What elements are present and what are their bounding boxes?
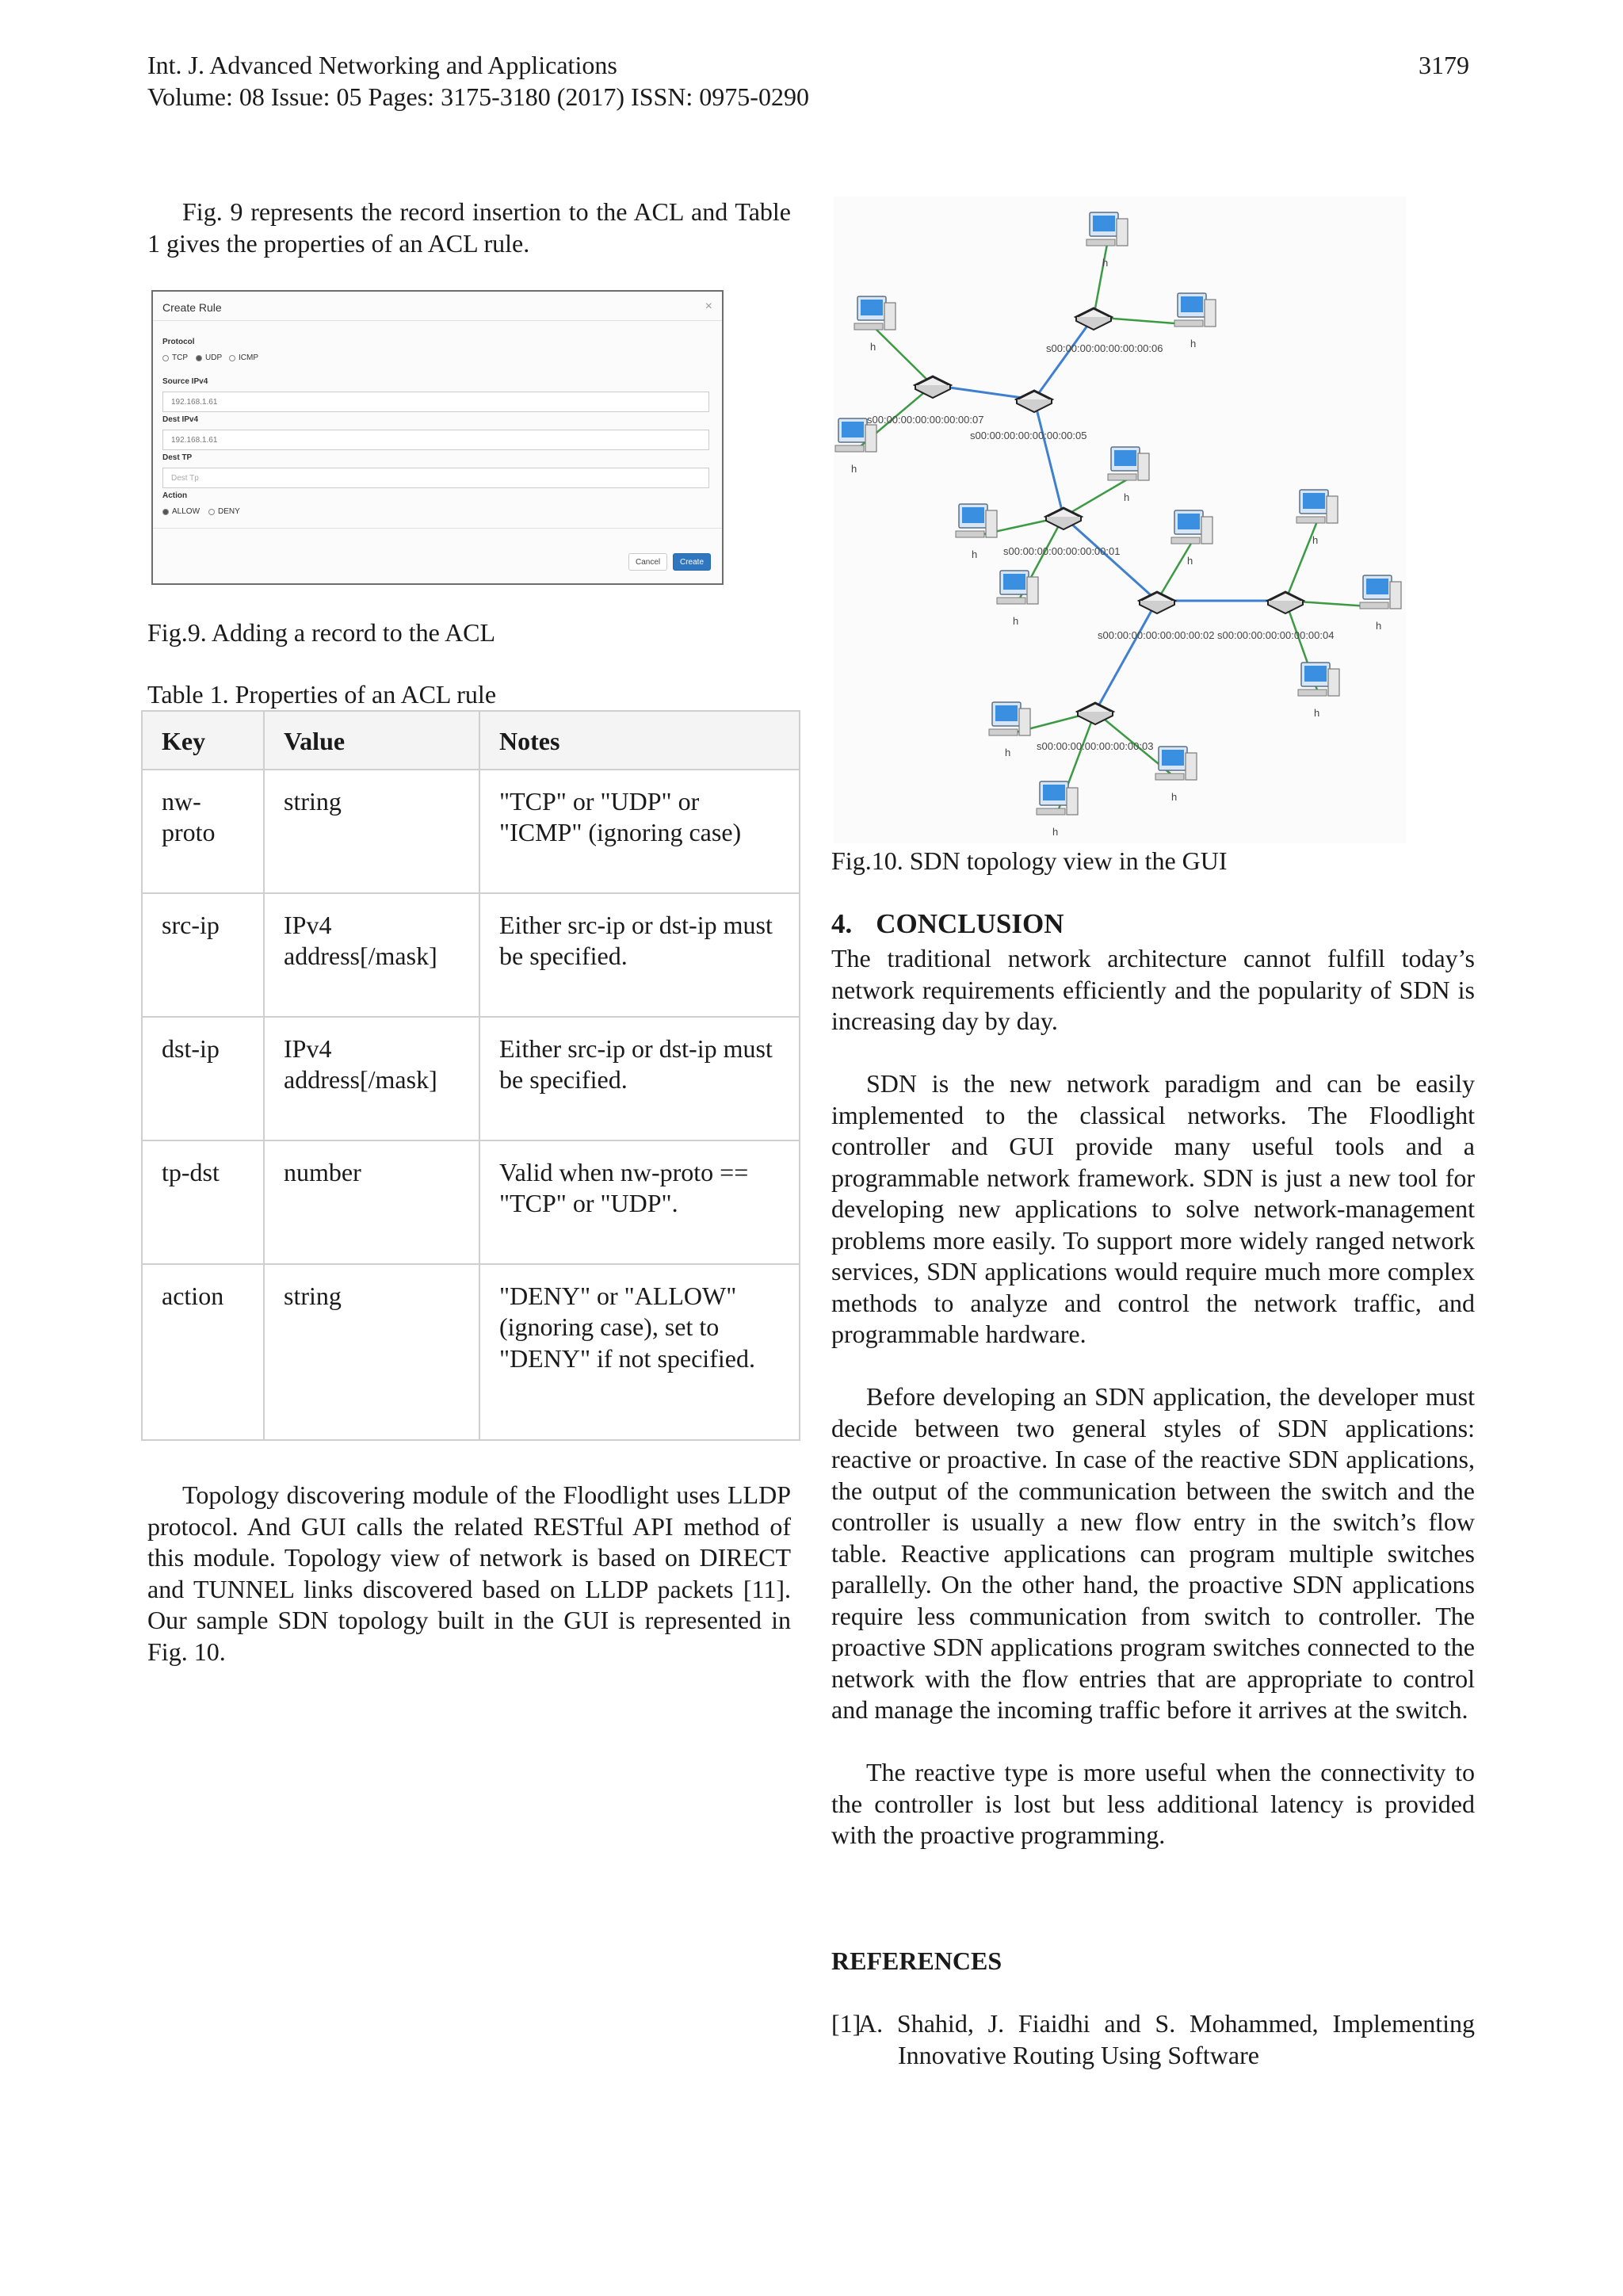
host-label: h bbox=[1312, 534, 1319, 546]
host-link bbox=[1094, 244, 1107, 317]
host-computer-icon[interactable] bbox=[1298, 663, 1339, 696]
protocol-udp-label: UDP bbox=[205, 353, 223, 362]
create-button[interactable]: Create bbox=[673, 553, 711, 571]
action-radio-deny[interactable] bbox=[208, 507, 240, 516]
fig9-caption: Fig.9. Adding a record to the ACL bbox=[147, 618, 496, 647]
col-header-value: Value bbox=[264, 711, 479, 770]
cell-notes: Either src-ip or dst-ip must be specified. bbox=[479, 893, 800, 1017]
col-header-key: Key bbox=[142, 711, 264, 770]
switch-link bbox=[1095, 601, 1157, 712]
journal-name: Int. J. Advanced Networking and Applications bbox=[147, 51, 617, 79]
host-computer-icon[interactable] bbox=[1296, 490, 1338, 523]
action-label: Action bbox=[162, 491, 188, 500]
dest-tp-input[interactable]: Dest Tp bbox=[162, 468, 709, 488]
table-row bbox=[142, 770, 800, 893]
host-computer-icon[interactable] bbox=[1155, 747, 1197, 780]
close-icon[interactable]: × bbox=[705, 300, 712, 313]
host-computer-icon[interactable] bbox=[956, 504, 997, 537]
switch-link bbox=[1034, 317, 1094, 399]
host-label: h bbox=[1013, 615, 1019, 627]
section-number: 4. bbox=[831, 908, 853, 939]
switch-icon[interactable] bbox=[1017, 391, 1052, 412]
host-label: h bbox=[1102, 257, 1109, 269]
switch-label: s00:00:00:00:00:00:00:06 bbox=[1046, 342, 1163, 354]
switch-label: s00:00:00:00:00:00:00:03 bbox=[1037, 740, 1154, 752]
host-label: h bbox=[1005, 747, 1011, 758]
host-computer-icon[interactable] bbox=[1037, 781, 1078, 815]
radio-dot-icon bbox=[162, 355, 169, 361]
switch-label: s00:00:00:00:00:00:00:05 bbox=[970, 430, 1087, 441]
source-ipv4-input[interactable]: 192.168.1.61 bbox=[162, 392, 709, 412]
conclusion-p1: The traditional network architecture cannot fulfill today’s network requirements efficiently and the popularity of SDN is increasing day by day. bbox=[831, 944, 1475, 1035]
host-label: h bbox=[1171, 791, 1178, 803]
host-computer-icon[interactable] bbox=[854, 296, 896, 330]
switch-label: s00:00:00:00:00:00:00:04 bbox=[1217, 629, 1335, 641]
switch-label: s00:00:00:00:00:00:00:07 bbox=[867, 414, 984, 426]
dialog-footer-divider bbox=[153, 528, 722, 529]
dest-tp-label: Dest TP bbox=[162, 453, 193, 462]
switch-link bbox=[1034, 399, 1064, 517]
cell-key: action bbox=[142, 1264, 264, 1440]
radio-dot-selected-icon bbox=[162, 509, 169, 515]
action-allow-label: ALLOW bbox=[172, 507, 200, 516]
host-computer-icon[interactable] bbox=[1086, 212, 1128, 246]
topology-text: Topology discovering module of the Floodlight uses LLDP protocol. And GUI calls the related RESTful API method of this module. Topology view of network is based on DIRECT and TUNNEL links discovered based on LLDP packets [11]. Our sample SDN topology built in the GUI is represented in Fig. 10. bbox=[147, 1480, 791, 1666]
host-link bbox=[1157, 542, 1192, 601]
host-computer-icon[interactable] bbox=[989, 702, 1030, 735]
create-rule-dialog bbox=[151, 290, 724, 585]
protocol-label: Protocol bbox=[162, 338, 195, 346]
protocol-tcp-label: TCP bbox=[172, 353, 188, 362]
host-label: h bbox=[1190, 338, 1197, 350]
host-computer-icon[interactable] bbox=[1171, 510, 1212, 544]
dest-ipv4-label: Dest IPv4 bbox=[162, 415, 199, 424]
references-heading bbox=[831, 1945, 1002, 1977]
cancel-button[interactable]: Cancel bbox=[628, 553, 667, 571]
volume-line: Volume: 08 Issue: 05 Pages: 3175-3180 (2017) ISSN: 0975-0290 bbox=[147, 82, 809, 111]
cell-key: nw-proto bbox=[142, 770, 264, 893]
host-link bbox=[1285, 521, 1317, 601]
host-label: h bbox=[1052, 826, 1059, 838]
conclusion-p4: The reactive type is more useful when the connectivity to the controller is lost but less additional latency is provided with the proactive programming. bbox=[831, 1758, 1475, 1849]
protocol-radio-icmp[interactable] bbox=[229, 353, 258, 362]
references-title: REFERENCES bbox=[831, 1946, 1002, 1975]
cell-key: src-ip bbox=[142, 893, 264, 1017]
host-label: h bbox=[1376, 620, 1382, 632]
switch-label: s00:00:00:00:00:00:00:02 bbox=[1098, 629, 1215, 641]
table-row bbox=[142, 1264, 800, 1440]
host-computer-icon[interactable] bbox=[1174, 293, 1216, 327]
cell-value: number bbox=[264, 1140, 479, 1264]
dialog-title: Create Rule bbox=[162, 301, 222, 314]
cell-notes: "TCP" or "UDP" or "ICMP" (ignoring case) bbox=[479, 770, 800, 893]
cell-value: string bbox=[264, 1264, 479, 1440]
host-link bbox=[1064, 479, 1128, 517]
switch-icon[interactable] bbox=[1140, 592, 1174, 613]
protocol-radio-tcp[interactable] bbox=[162, 353, 188, 362]
action-deny-label: DENY bbox=[218, 507, 240, 516]
section-heading bbox=[831, 907, 1475, 941]
host-label: h bbox=[870, 341, 876, 353]
cell-key: tp-dst bbox=[142, 1140, 264, 1264]
cell-notes: Either src-ip or dst-ip must be specified. bbox=[479, 1017, 800, 1140]
intro-text: Fig. 9 represents the record insertion to the ACL and Table 1 gives the properties of an ACL rule. bbox=[147, 197, 791, 258]
table1-caption: Table 1. Properties of an ACL rule bbox=[147, 680, 497, 709]
switch-link bbox=[1064, 517, 1157, 601]
protocol-icmp-label: ICMP bbox=[239, 353, 258, 362]
host-label: h bbox=[1314, 707, 1320, 719]
switch-icon[interactable] bbox=[1268, 592, 1303, 613]
cell-value: IPv4 address[/mask] bbox=[264, 893, 479, 1017]
col-header-notes: Notes bbox=[479, 711, 800, 770]
reference-1 bbox=[831, 2008, 1475, 2071]
ref1-number: [1] bbox=[831, 2009, 861, 2038]
table-row bbox=[142, 1140, 800, 1264]
table-row bbox=[142, 893, 800, 1017]
topology-graph bbox=[834, 197, 1406, 843]
conclusion-body bbox=[831, 943, 1475, 1882]
cell-notes: "DENY" or "ALLOW" (ignoring case), set to "DENY" if not specified. bbox=[479, 1264, 800, 1440]
protocol-radio-udp[interactable] bbox=[196, 353, 222, 362]
conclusion-p3: Before developing an SDN application, the developer must decide between two general styles of SDN applications: reactive or proactive. In case of the reactive SDN applications, the output of the communication between the switch and the controller is usually a new flow entry in the switch’s flow table. Reactive applications can program multiple switches parallelly. On the other hand, the proactive SDN applications require less communication from switch to controller. The proactive SDN applications program switches connected to the network with the flow entries that are appropriate to control and manage the incoming traffic before it arrives at the switch. bbox=[831, 1382, 1475, 1724]
host-label: h bbox=[1187, 555, 1193, 567]
dialog-divider bbox=[153, 320, 722, 321]
host-label: h bbox=[972, 548, 978, 560]
host-label: h bbox=[851, 463, 857, 475]
page-number: 3179 bbox=[1419, 51, 1469, 79]
switch-icon[interactable] bbox=[1076, 308, 1111, 330]
topology-figure bbox=[834, 197, 1406, 843]
intro-paragraph bbox=[147, 197, 791, 291]
cell-key: dst-ip bbox=[142, 1017, 264, 1140]
radio-dot-icon bbox=[229, 355, 235, 361]
source-ipv4-label: Source IPv4 bbox=[162, 377, 208, 386]
host-computer-icon[interactable] bbox=[1108, 447, 1149, 480]
acl-properties-table bbox=[141, 710, 800, 1441]
section-title: CONCLUSION bbox=[876, 908, 1064, 939]
table-header-row bbox=[142, 711, 800, 770]
dest-ipv4-input[interactable]: 192.168.1.61 bbox=[162, 430, 709, 450]
fig10-caption: Fig.10. SDN topology view in the GUI bbox=[831, 846, 1228, 875]
host-link bbox=[875, 328, 933, 385]
action-radio-allow[interactable] bbox=[162, 507, 200, 516]
ref1-text: A. Shahid, J. Fiaidhi and S. Mohammed, Implementing Innovative Routing Using Software bbox=[858, 2009, 1475, 2069]
table-row bbox=[142, 1017, 800, 1140]
cell-value: string bbox=[264, 770, 479, 893]
cell-value: IPv4 address[/mask] bbox=[264, 1017, 479, 1140]
host-label: h bbox=[1124, 491, 1130, 503]
host-computer-icon[interactable] bbox=[1360, 575, 1401, 609]
radio-dot-selected-icon bbox=[196, 355, 202, 361]
topology-paragraph bbox=[147, 1480, 791, 1699]
radio-dot-icon bbox=[208, 509, 215, 515]
conclusion-p2: SDN is the new network paradigm and can be easily implemented to the classical networks. The Floodlight controller and GUI provide many useful tools and a programmable network framework. SDN is just a new tool for developing new applications to solve network-management problems more easily. To support more widely ranged network services, SDN applications would require much more complex methods to analyze and control the network traffic, and programmable hardware. bbox=[831, 1069, 1475, 1348]
cell-notes: Valid when nw-proto == "TCP" or "UDP". bbox=[479, 1140, 800, 1264]
switch-label: s00:00:00:00:00:00:00:01 bbox=[1003, 545, 1121, 557]
